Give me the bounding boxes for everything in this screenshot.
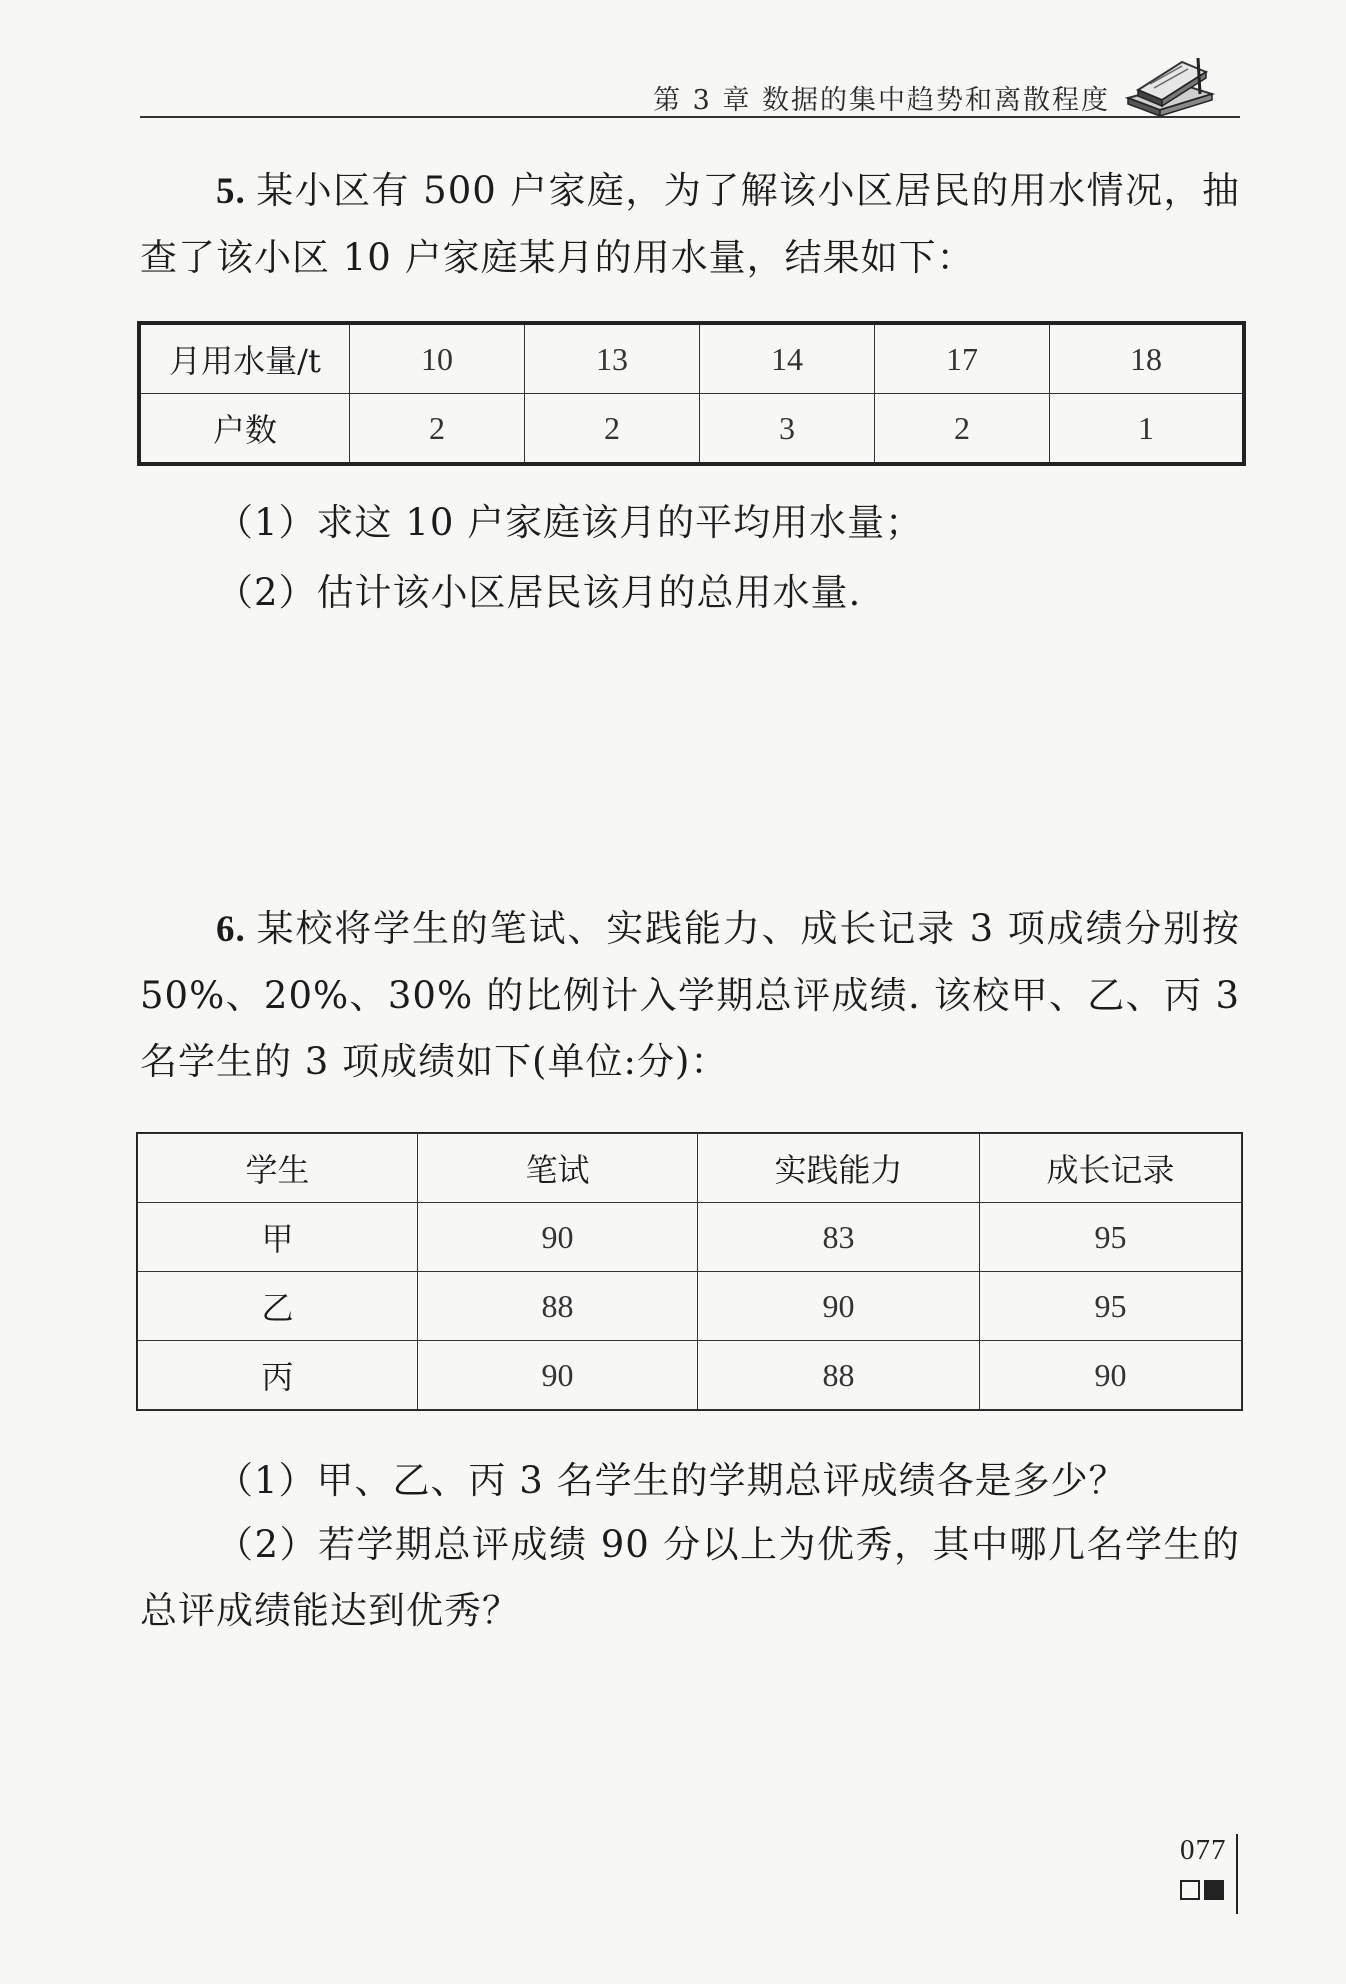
- problem-5-text: 某小区有 500 户家庭，为了解该小区居民的用水情况，抽查了该小区 10 户家庭某月的用水量，结果如下：: [140, 169, 1240, 279]
- score-table: [137, 1133, 1242, 1410]
- student-name: 甲: [138, 1203, 418, 1272]
- table-cell: 95: [980, 1203, 1242, 1272]
- column-header-written: 笔试: [418, 1134, 698, 1203]
- table-cell: 18: [1050, 324, 1244, 394]
- problem-6-question-1: （1）甲、乙、丙 3 名学生的学期总评成绩各是多少？: [216, 1459, 1127, 1502]
- problem-5-stem: [140, 158, 1240, 291]
- table-row: [138, 1341, 1242, 1410]
- problem-6-number: 6.: [216, 909, 246, 950]
- table-cell: 13: [525, 324, 700, 394]
- table-cell: 2: [525, 394, 700, 464]
- table-cell: 83: [698, 1203, 980, 1272]
- student-name: 丙: [138, 1341, 418, 1410]
- problem-6-text: 某校将学生的笔试、实践能力、成长记录 3 项成绩分别按 50%、20%、30% 的比例计入学期总评成绩. 该校甲、乙、丙 3 名学生的 3 项成绩如下(单位:分)：: [140, 907, 1240, 1083]
- table-cell: 88: [418, 1272, 698, 1341]
- page-header: [140, 62, 1240, 118]
- row-header-water-usage: 月用水量/t: [140, 324, 350, 394]
- table-cell: 90: [980, 1341, 1242, 1410]
- page-marker-icon: [1180, 1880, 1230, 1904]
- row-header-households: 户数: [140, 394, 350, 464]
- table-cell: 1: [1050, 394, 1244, 464]
- chapter-title: 第 3 章 数据的集中趋势和离散程度: [653, 85, 1110, 116]
- table-row: [140, 394, 1244, 464]
- table-row: [138, 1203, 1242, 1272]
- problem-5-question-1: （1）求这 10 户家庭该月的平均用水量；: [216, 501, 924, 544]
- table-cell: 90: [698, 1272, 980, 1341]
- table-row: [138, 1272, 1242, 1341]
- header-rule: [140, 116, 1240, 118]
- page-number: 077: [1180, 1834, 1227, 1866]
- table-cell: 3: [700, 394, 875, 464]
- table-cell: 88: [698, 1341, 980, 1410]
- table-cell: 14: [700, 324, 875, 394]
- table-cell: 10: [350, 324, 525, 394]
- page-number-rule: [1236, 1834, 1238, 1914]
- table-cell: 95: [980, 1272, 1242, 1341]
- column-header-practice: 实践能力: [698, 1134, 980, 1203]
- problem-6-stem: [140, 896, 1240, 1095]
- water-usage-table: [138, 322, 1245, 465]
- table-cell: 17: [875, 324, 1050, 394]
- book-icon: [1120, 54, 1220, 118]
- student-name: 乙: [138, 1272, 418, 1341]
- table-header-row: [138, 1134, 1242, 1203]
- problem-5-number: 5.: [216, 171, 246, 212]
- column-header-growth: 成长记录: [980, 1134, 1242, 1203]
- column-header-student: 学生: [138, 1134, 418, 1203]
- problem-5-question-2: （2）估计该小区居民该月的总用水量.: [216, 571, 862, 614]
- table-cell: 2: [875, 394, 1050, 464]
- table-row: [140, 324, 1244, 394]
- table-cell: 90: [418, 1203, 698, 1272]
- table-cell: 90: [418, 1341, 698, 1410]
- problem-6-question-2: （2）若学期总评成绩 90 分以上为优秀，其中哪几名学生的总评成绩能达到优秀？: [140, 1523, 1240, 1632]
- table-cell: 2: [350, 394, 525, 464]
